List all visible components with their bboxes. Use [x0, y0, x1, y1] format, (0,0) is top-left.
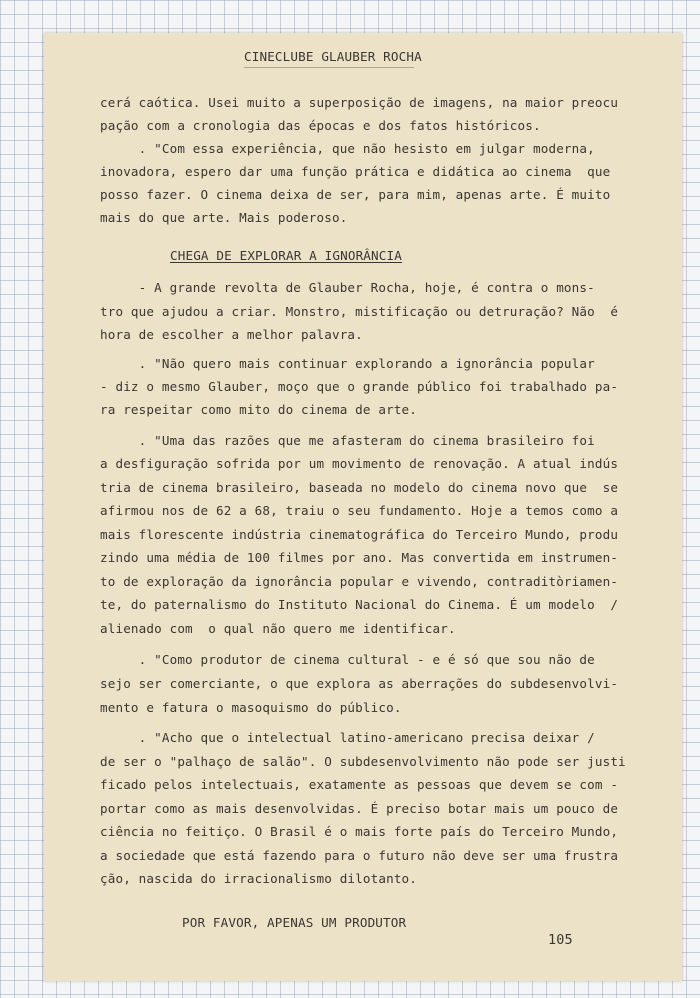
text-line: to de exploração da ignorância popular e vivendo, contraditòriamen-	[100, 574, 619, 589]
text-line: mento e fatura o masoquismo do público.	[100, 700, 402, 715]
text-line: ciência no feitiço. O Brasil é o mais forte país do Terceiro Mundo,	[100, 824, 619, 839]
text-line: afirmou nos de 62 a 68, traiu o seu fundamento. Hoje a temos como a	[100, 503, 619, 518]
typewritten-page	[44, 33, 682, 981]
text-line: portar como as mais desenvolvidas. É preciso botar mais um pouco de	[100, 801, 619, 816]
text-line: pação com a cronologia das épocas e dos fatos históricos.	[100, 118, 541, 133]
text-line: . "Acho que o intelectual latino-americano precisa deixar /	[100, 730, 595, 745]
text-line: mais florescente indústria cinematográfica do Terceiro Mundo, produ	[100, 527, 619, 542]
text-line: zindo uma média de 100 filmes por ano. Mas convertida em instrumen-	[100, 550, 619, 565]
text-line: . "Com essa experiência, que não hesisto em julgar moderna,	[100, 141, 595, 156]
header-underline	[244, 67, 414, 68]
text-line: tria de cinema brasileiro, baseada no modelo do cinema novo que se	[100, 480, 619, 495]
text-line: posso fazer. O cinema deixa de ser, para mim, apenas arte. É muito	[100, 187, 611, 202]
text-line: a desfiguração sofrida por um movimento de renovação. A atual indús	[100, 456, 619, 471]
section-heading: POR FAVOR, APENAS UM PRODUTOR	[182, 915, 407, 930]
text-line: - A grande revolta de Glauber Rocha, hoje, é contra o mons-	[100, 280, 595, 295]
text-line: mais do que arte. Mais poderoso.	[100, 210, 348, 225]
text-line: - diz o mesmo Glauber, moço que o grande público foi trabalhado pa-	[100, 379, 619, 394]
text-line: cerá caótica. Usei muito a superposição de imagens, na maior preocu	[100, 95, 619, 110]
text-line: a sociedade que está fazendo para o futuro não deve ser uma frustra	[100, 848, 619, 863]
text-line: . "Como produtor de cinema cultural - e é só que sou não de	[100, 652, 595, 667]
text-line: . "Não quero mais continuar explorando a ignorância popular	[100, 356, 595, 371]
text-line: inovadora, espero dar uma função prática e didática ao cinema que	[100, 164, 611, 179]
text-line: sejo ser comerciante, o que explora as aberrações do subdesenvolvi-	[100, 676, 619, 691]
text-line: ficado pelos intelectuais, exatamente as pessoas que devem se com -	[100, 777, 619, 792]
text-line: alienado com o qual não quero me identificar.	[100, 621, 456, 636]
page-number: 105	[548, 932, 573, 948]
text-line: te, do paternalismo do Instituto Nacional do Cinema. É um modelo /	[100, 597, 619, 612]
text-line: tro que ajudou a criar. Monstro, mistificação ou detruração? Não é	[100, 304, 619, 319]
text-line: hora de escolher a melhor palavra.	[100, 327, 363, 342]
page-header: CINECLUBE GLAUBER ROCHA	[244, 49, 422, 64]
text-line: . "Uma das razões que me afasteram do cinema brasileiro foi	[100, 433, 595, 448]
text-line: ção, nascida do irracionalismo dilotanto.	[100, 871, 418, 886]
section-heading: CHEGA DE EXPLORAR A IGNORÂNCIA	[170, 248, 402, 263]
text-line: de ser o "palhaço de salão". O subdesenvolvimento não pode ser justi	[100, 754, 626, 769]
text-line: ra respeitar como mito do cinema de arte.	[100, 402, 418, 417]
